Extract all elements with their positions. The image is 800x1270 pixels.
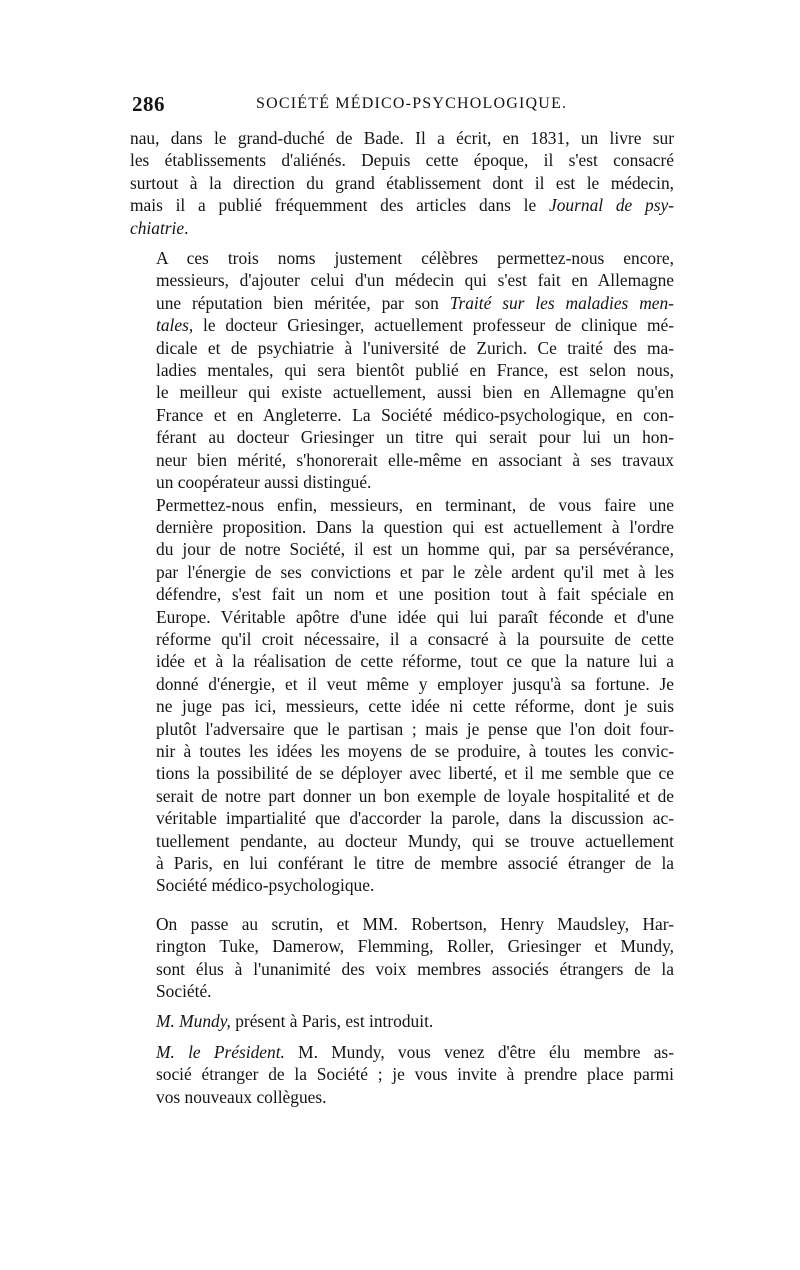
text-line: nir à toutes les idées les moyens de se produire, à toutes les convic- [156,740,674,761]
text-line: les établissements d'aliénés. Depuis cette époque, il s'est consacré [130,150,674,171]
text-line: sont élus à l'unanimité des voix membres associés étrangers de la [156,958,674,979]
journal-title-end: chiatrie [130,217,185,238]
speaker-name: M. le Président. [156,1041,285,1062]
paragraph-6 [130,1041,674,1108]
text-line: serait de notre part donner un bon exemple de loyale hospitalité et de [156,785,674,806]
text-line: idée et à la réalisation de cette réforme, tout ce que la nature lui a [156,651,674,672]
text-run: M. Mundy, vous venez d'être élu membre as- [284,1041,674,1062]
text-line: le meilleur qui existe actuellement, aussi bien en Allemagne qu'en [156,382,674,403]
text-run: le docteur Griesinger, actuellement professeur de clinique mé- [193,315,674,336]
text-line: ladies mentales, qui sera bientôt publié en France, est selon nous, [156,360,674,381]
text-line: à Paris, en lui conférant le titre de membre associé étranger de la [156,853,674,873]
paragraph-1 [130,127,674,239]
text-line: un coopérateur aussi distingué. [156,472,372,493]
paragraph-4 [130,913,674,1003]
text-run: présent à Paris, est introduit. [230,1011,434,1032]
text-line [130,217,674,239]
page-number: 286 [132,92,165,116]
text-run: une réputation bien méritée, par son [156,292,439,313]
text-line: surtout à la direction du grand établissement dont il est le médecin, [130,172,674,193]
text-line: défendre, s'est fait un nom et une position tout à fait spéciale en [156,584,674,605]
text-line [130,292,674,314]
text-run: mais il a publié fréquemment des articles dans le [130,195,537,216]
paragraph-3 [130,494,674,897]
text-line: tions la possibilité de se déployer avec liberté, et il me semble que ce [156,763,674,784]
text-line: A ces trois noms justement célèbres permettez-nous encore, [156,248,674,269]
text-line: ne juge pas ici, messieurs, cette idée ni cette réforme, dont je suis [156,696,674,717]
text-line: nau, dans le grand-duché de Bade. Il a écrit, en 1831, un livre sur [130,128,674,148]
text-line: du jour de notre Société, il est un homme qui, par sa persévérance, [156,539,674,560]
text-line: plutôt l'adversaire que le partisan ; mais je pense que l'on doit four- [156,718,674,739]
book-title-end: tales, [156,315,194,336]
text-line: tuellement pendante, au docteur Mundy, qui se trouve actuellement [156,830,674,851]
text-line [130,314,674,336]
text-line: neur bien mérité, s'honorerait elle-même en associant à ses travaux [156,449,674,470]
text-line: messieurs, d'ajouter celui d'un médecin qui s'est fait en Allemagne [156,270,674,291]
text-line [130,1010,674,1032]
text-line: Europe. Véritable apôtre d'une idée qui lui paraît féconde et d'une [156,606,674,627]
book-title: Traité sur les maladies men- [449,292,674,313]
paragraph-2 [130,247,674,493]
text-line: vos nouveaux collègues. [156,1086,327,1107]
body-text [130,127,674,1108]
text-line: France et en Angleterre. La Société médico-psychologique, en con- [156,404,674,425]
text-line: socié étranger de la Société ; je vous invite à prendre place parmi [156,1064,674,1085]
text-line: Permettez-nous enfin, messieurs, en terminant, de vous faire une [156,494,674,515]
paragraph-5 [130,1010,674,1032]
text-line: Société médico-psychologique. [156,875,375,896]
text-line [130,194,674,216]
running-head: SOCIÉTÉ MÉDICO-PSYCHOLOGIQUE. [256,95,568,112]
journal-title: Journal de psy- [549,195,674,216]
text-line: Société. [156,981,212,1002]
text-line: férant au docteur Griesinger un titre qui serait pour lui un hon- [156,427,674,448]
text-line: dernière proposition. Dans la question qui est actuellement à l'ordre [156,516,674,537]
text-run: . [184,217,189,238]
text-line [130,1041,674,1063]
text-line: rington Tuke, Damerow, Flemming, Roller, Griesinger et Mundy, [156,936,674,957]
text-line: véritable impartialité que d'accorder la parole, dans la discussion ac- [156,808,674,829]
text-line: donné d'énergie, et il veut même y employer jusqu'à sa fortune. Je [156,673,674,694]
text-line: par l'énergie de ses convictions et par le zèle ardent qu'il met à les [156,561,674,582]
page-header [132,92,677,120]
text-line: réforme qu'il croit nécessaire, il a consacré à la poursuite de cette [156,628,674,649]
text-line: dicale et de psychiatrie à l'université de Zurich. Ce traité des ma- [156,337,674,358]
text-line: On passe au scrutin, et MM. Robertson, Henry Maudsley, Har- [156,913,674,934]
speaker-name: M. Mundy, [156,1011,231,1032]
